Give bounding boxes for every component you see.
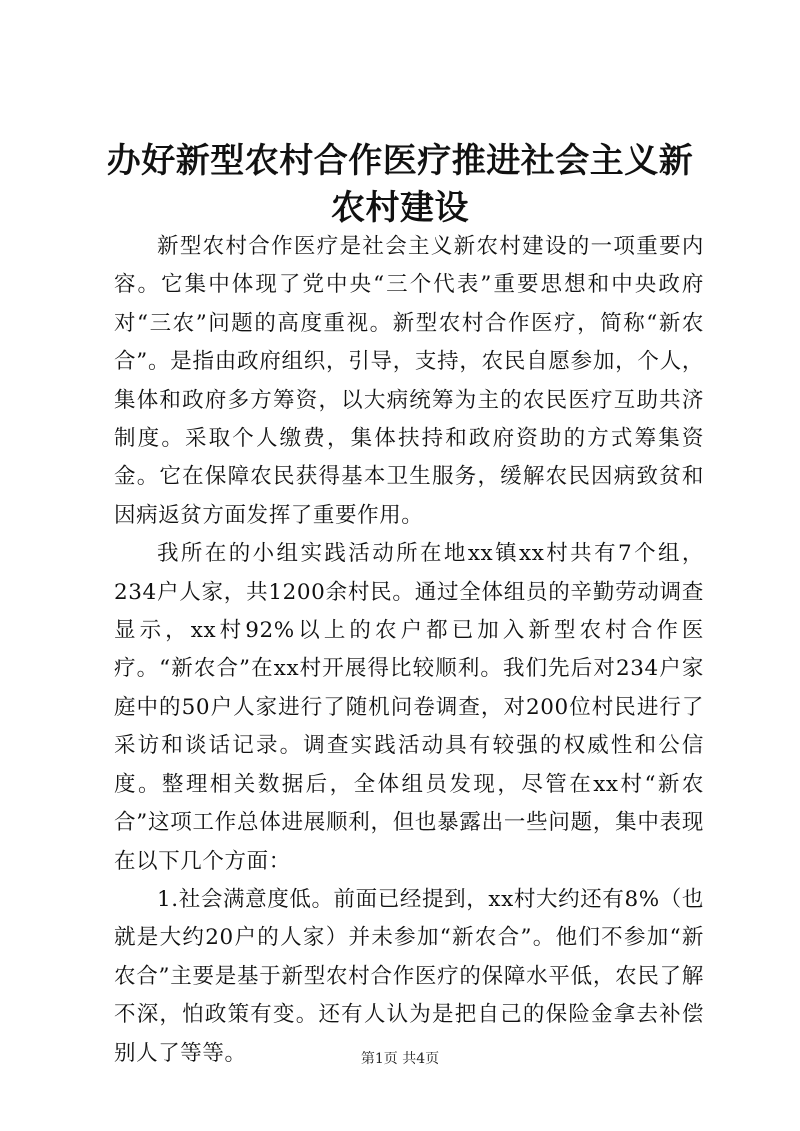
document-body: [114, 228, 704, 1073]
page-footer: 第1页 共4页: [360, 1051, 440, 1067]
document-title: 办好新型农村合作医疗推进社会主义新农村建设: [106, 141, 694, 228]
paragraph-intro: 新型农村合作医疗是社会主义新农村建设的一项重要内容。它集中体现了党中央“三个代表”重要思想和中央政府对“三农”问题的高度重视。新型农村合作医疗，简称“新农合”。是指由政府组织，引导，支持，农民自愿参加，个人，集体和政府多方筹资，以大病统筹为主的农民医疗互助共济制度。采取个人缴费，集体扶持和政府资助的方式筹集资金。它在保障农民获得基本卫生服务，缓解农民因病致贫和因病返贫方面发挥了重要作用。: [114, 234, 704, 528]
paragraph-survey: 我所在的小组实践活动所在地xx镇xx村共有7个组，234户人家，共1200余村民。通过全体组员的辛勤劳动调查显示，xx村92%以上的农户都已加入新型农村合作医疗。“新农合”在xx村开展得比较顺利。我们先后对234户家庭中的50户人家进行了随机问卷调查，对200位村民进行了采访和谈话记录。调查实践活动具有较强的权威性和公信度。整理相关数据后，全体组员发现，尽管在xx村“新农合”这项工作总体进展顺利，但也暴露出一些问题，集中表现在以下几个方面：: [114, 541, 704, 874]
paragraph-issue-1: 1.社会满意度低。前面已经提到，xx村大约还有8%（也就是大约20户的人家）并未参加“新农合”。他们不参加“新农合”主要是基于新型农村合作医疗的保障水平低，农民了解不深，怕政策有变。还有人认为是把自己的保险金拿去补偿别人了等等。: [114, 886, 704, 1066]
